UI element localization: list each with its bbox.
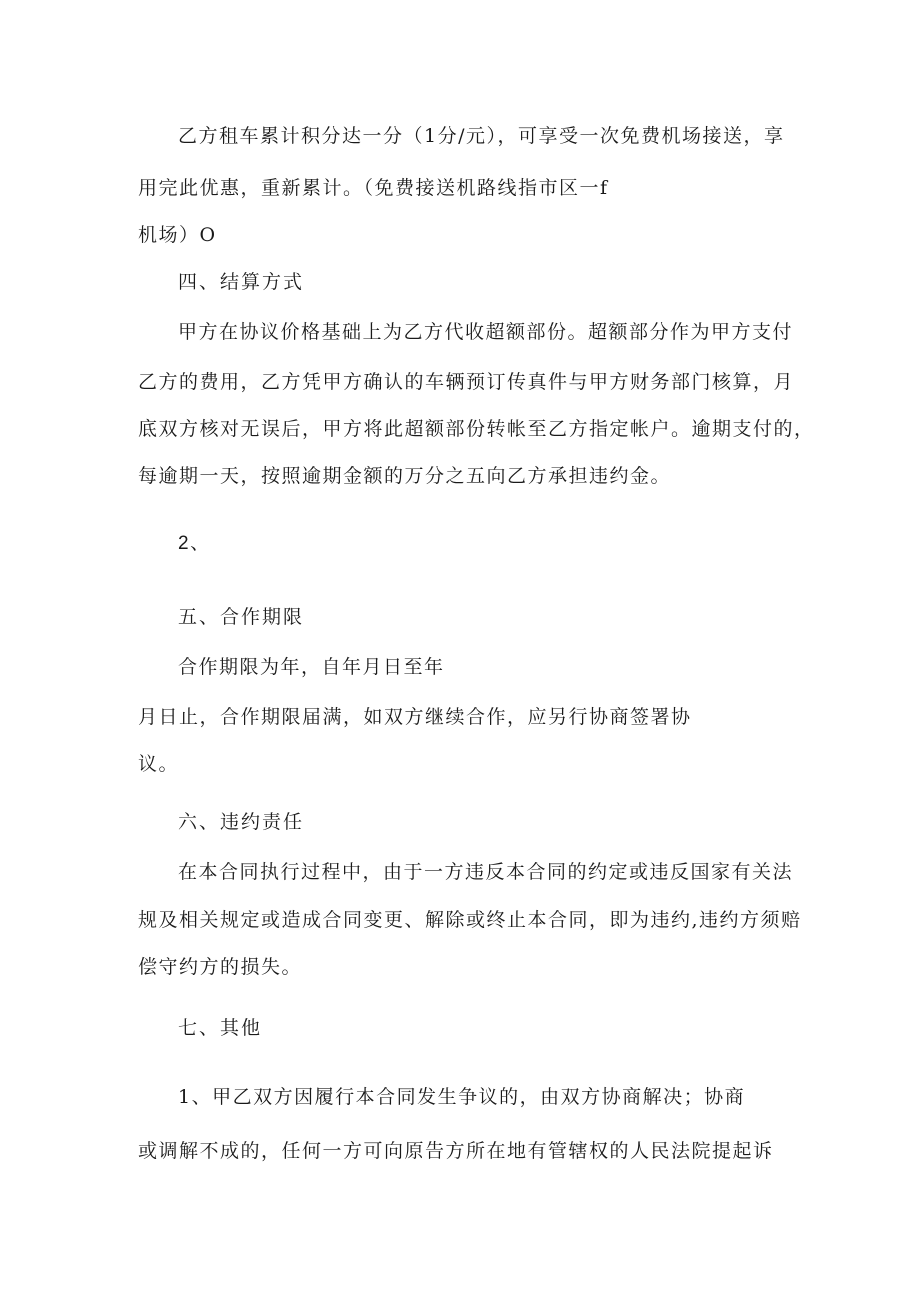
paragraph-line: 底双方核对无误后，甲方将此超额部份转帐至乙方指定帐户。逾期支付的， bbox=[138, 418, 815, 440]
paragraph-line: 1、甲乙双方因履行本合同发生争议的，由双方协商解决；协商 bbox=[178, 1086, 746, 1108]
paragraph-line: 合作期限为年，自年月日至年 bbox=[178, 656, 445, 678]
paragraph-line: 甲方在协议价格基础上为乙方代收超额部份。超额部分作为甲方支付 bbox=[178, 321, 794, 343]
paragraph-line: 用完此优惠，重新累计。（免费接送机路线指市区一f bbox=[138, 177, 609, 199]
section-heading-other: 七、其他 bbox=[178, 1017, 263, 1039]
paragraph-line: 每逾期一天，按照逾期金额的万分之五向乙方承担违约金。 bbox=[138, 465, 672, 487]
paragraph-line: 偿守约方的损失。 bbox=[138, 956, 303, 978]
paragraph-line: 在本合同执行过程中，由于一方违反本合同的约定或违反国家有关法 bbox=[178, 861, 794, 883]
paragraph-line: 乙方租车累计积分达一分（1分/元），可享受一次免费机场接送，享 bbox=[178, 125, 785, 147]
paragraph-line: 月日止，合作期限届满，如双方继续合作，应另行协商签署协 bbox=[138, 706, 692, 728]
paragraph-line: 规及相关规定或造成合同变更、解除或终止本合同，即为违约,违约方须赔 bbox=[138, 909, 802, 931]
section-heading-liability: 六、违约责任 bbox=[178, 811, 305, 833]
section-heading-settlement: 四、结算方式 bbox=[178, 271, 305, 293]
paragraph-line: 乙方的费用，乙方凭甲方确认的车辆预订传真件与甲方财务部门核算，月 bbox=[138, 371, 795, 393]
paragraph-line: 机场）O bbox=[138, 224, 217, 246]
section-heading-term: 五、合作期限 bbox=[178, 606, 305, 628]
paragraph-line: 议。 bbox=[138, 753, 180, 775]
item-number: 2、 bbox=[178, 533, 211, 554]
paragraph-line: 或调解不成的，任何一方可向原告方所在地有管辖权的人民法院提起诉 bbox=[138, 1140, 774, 1162]
